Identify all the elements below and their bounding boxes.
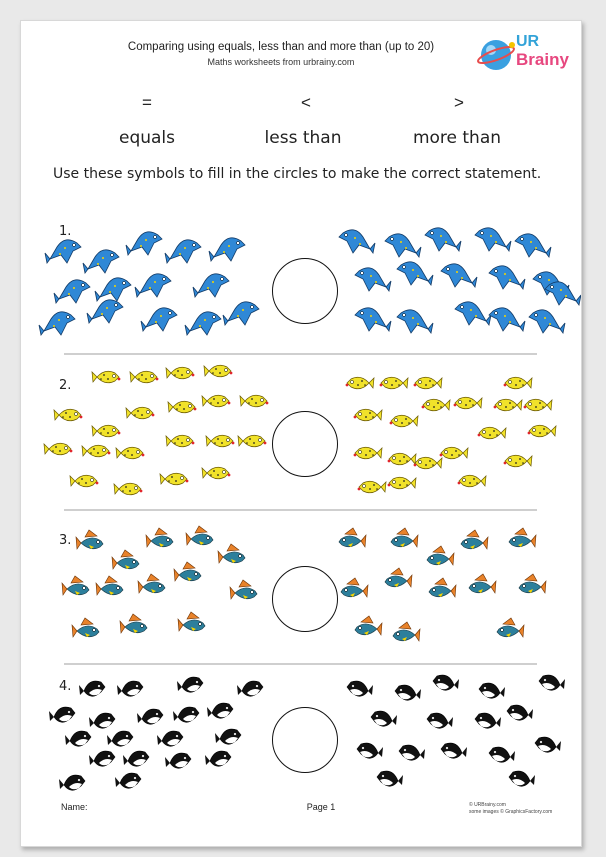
yellow-spotted-fish-icon	[388, 453, 416, 465]
fish-pictures	[21, 21, 581, 846]
yellow-spotted-fish-icon	[422, 399, 450, 411]
question-number-3: 3.	[59, 533, 72, 548]
question-number-2: 2.	[59, 378, 72, 393]
worksheet-subtitle: Maths worksheets from urbrainy.com	[207, 57, 355, 67]
question-number-4: 4.	[59, 679, 72, 694]
copyright-notice	[469, 802, 552, 816]
yellow-spotted-fish-icon	[240, 395, 268, 407]
logo-text-ur: UR	[516, 33, 540, 50]
yellow-spotted-fish-icon	[130, 371, 158, 383]
black-white-fish-icon	[433, 675, 459, 690]
more-than-label: more than	[412, 128, 502, 148]
image-credit-text: some images © GraphicsFactory.com	[469, 809, 553, 815]
blue-fish-icon	[135, 274, 171, 297]
yellow-spotted-fish-icon	[494, 399, 522, 411]
yellow-spotted-fish-icon	[388, 477, 416, 489]
black-white-fish-icon	[347, 681, 373, 696]
blue-fish-icon	[141, 308, 177, 331]
blue-fish-icon	[126, 232, 162, 255]
yellow-spotted-fish-icon	[440, 447, 468, 459]
orange-fin-fish-icon	[393, 622, 420, 641]
less-than-label: less than	[264, 128, 342, 148]
equals-label: equals	[118, 128, 176, 148]
yellow-spotted-fish-icon	[524, 399, 552, 411]
yellow-spotted-fish-icon	[44, 443, 72, 455]
black-white-fish-icon	[157, 731, 183, 746]
blue-fish-icon	[425, 228, 461, 251]
black-white-fish-icon	[137, 709, 163, 724]
black-white-fish-icon	[177, 677, 203, 692]
blue-fish-icon	[87, 300, 123, 323]
black-white-fish-icon	[117, 681, 143, 696]
blue-fish-icon	[45, 240, 81, 263]
blue-fish-icon	[339, 230, 375, 253]
black-white-fish-icon	[173, 707, 199, 722]
yellow-spotted-fish-icon	[70, 475, 98, 487]
black-white-fish-icon	[107, 731, 133, 746]
yellow-spotted-fish-icon	[504, 455, 532, 467]
black-white-fish-icon	[89, 713, 115, 728]
orange-fin-fish-icon	[509, 528, 536, 547]
blue-fish-icon	[355, 308, 391, 331]
orange-fin-fish-icon	[72, 618, 99, 637]
orange-fin-fish-icon	[519, 574, 546, 593]
yellow-spotted-fish-icon	[168, 401, 196, 413]
blue-fish-icon	[455, 302, 491, 325]
blue-fish-icon	[83, 250, 119, 273]
black-white-fish-icon	[237, 681, 263, 696]
orange-fin-fish-icon	[178, 612, 205, 631]
yellow-spotted-fish-icon	[202, 467, 230, 479]
yellow-spotted-fish-icon	[390, 415, 418, 427]
black-white-fish-icon	[475, 713, 501, 728]
black-white-fish-icon	[539, 675, 565, 690]
yellow-spotted-fish-icon	[82, 445, 110, 457]
black-white-fish-icon	[59, 775, 85, 790]
blue-fish-icon	[39, 312, 75, 335]
page-number: Page 1	[306, 802, 336, 812]
black-white-fish-icon	[65, 731, 91, 746]
blue-fish-icon	[397, 310, 433, 333]
yellow-spotted-fish-icon	[528, 425, 556, 437]
blue-fish-icon	[385, 234, 421, 257]
yellow-spotted-fish-icon	[454, 397, 482, 409]
copyright-text: © URBrainy.com	[469, 802, 506, 808]
yellow-spotted-fish-icon	[354, 447, 382, 459]
yellow-spotted-fish-icon	[92, 371, 120, 383]
orange-fin-fish-icon	[429, 578, 456, 597]
blue-fish-icon	[209, 238, 245, 261]
black-white-fish-icon	[49, 707, 75, 722]
blue-fish-icon	[529, 310, 565, 333]
yellow-spotted-fish-icon	[346, 377, 374, 389]
logo-text-brainy: Brainy	[516, 50, 569, 69]
black-white-fish-icon	[535, 737, 561, 752]
black-white-fish-icon	[215, 729, 241, 744]
name-label: Name:	[61, 802, 88, 812]
yellow-spotted-fish-icon	[380, 377, 408, 389]
yellow-spotted-fish-icon	[92, 425, 120, 437]
worksheet-title: Comparing using equals, less than and more than (up to 20)	[127, 41, 435, 53]
orange-fin-fish-icon	[62, 576, 89, 595]
blue-fish-icon	[397, 262, 433, 285]
black-white-fish-icon	[205, 751, 231, 766]
yellow-spotted-fish-icon	[478, 427, 506, 439]
yellow-spotted-fish-icon	[166, 435, 194, 447]
orange-fin-fish-icon	[341, 578, 368, 597]
yellow-spotted-fish-icon	[54, 409, 82, 421]
yellow-spotted-fish-icon	[126, 407, 154, 419]
blue-fish-icon	[193, 274, 229, 297]
orange-fin-fish-icon	[76, 530, 103, 549]
yellow-spotted-fish-icon	[116, 447, 144, 459]
yellow-spotted-fish-icon	[414, 377, 442, 389]
worksheet-page	[20, 20, 582, 847]
orange-fin-fish-icon	[174, 562, 201, 581]
blue-fish-icon	[441, 264, 477, 287]
yellow-spotted-fish-icon	[238, 435, 266, 447]
black-white-fish-icon	[509, 771, 535, 786]
less-than-symbol: <	[301, 93, 311, 112]
orange-fin-fish-icon	[96, 576, 123, 595]
black-white-fish-icon	[123, 751, 149, 766]
yellow-spotted-fish-icon	[458, 475, 486, 487]
yellow-spotted-fish-icon	[204, 365, 232, 377]
blue-fish-icon	[165, 240, 201, 263]
black-white-fish-icon	[79, 681, 105, 696]
black-white-fish-icon	[489, 747, 515, 762]
orange-fin-fish-icon	[385, 568, 412, 587]
instruction-text: Use these symbols to fill in the circles to make the correct statement.	[53, 166, 542, 182]
orange-fin-fish-icon	[427, 546, 454, 565]
blue-fish-icon	[223, 302, 259, 325]
black-white-fish-icon	[371, 711, 397, 726]
yellow-spotted-fish-icon	[160, 473, 188, 485]
orange-fin-fish-icon	[218, 544, 245, 563]
black-white-fish-icon	[89, 751, 115, 766]
more-than-symbol: >	[454, 93, 464, 112]
blue-fish-icon	[475, 228, 511, 251]
orange-fin-fish-icon	[497, 618, 524, 637]
blue-fish-icon	[545, 282, 581, 305]
black-white-fish-icon	[441, 743, 467, 758]
orange-fin-fish-icon	[230, 580, 257, 599]
orange-fin-fish-icon	[339, 528, 366, 547]
yellow-spotted-fish-icon	[358, 481, 386, 493]
black-white-fish-icon	[395, 685, 421, 700]
black-white-fish-icon	[357, 743, 383, 758]
black-white-fish-icon	[165, 753, 191, 768]
yellow-spotted-fish-icon	[504, 377, 532, 389]
orange-fin-fish-icon	[120, 614, 147, 633]
black-white-fish-icon	[377, 771, 403, 786]
orange-fin-fish-icon	[461, 530, 488, 549]
blue-fish-icon	[355, 268, 391, 291]
black-white-fish-icon	[399, 745, 425, 760]
orange-fin-fish-icon	[112, 550, 139, 569]
black-white-fish-icon	[207, 703, 233, 718]
blue-fish-icon	[489, 266, 525, 289]
question-number-1: 1.	[59, 224, 72, 239]
orange-fin-fish-icon	[469, 574, 496, 593]
orange-fin-fish-icon	[186, 526, 213, 545]
blue-fish-icon	[515, 234, 551, 257]
black-white-fish-icon	[427, 713, 453, 728]
blue-fish-icon	[185, 312, 221, 335]
yellow-spotted-fish-icon	[206, 435, 234, 447]
blue-fish-icon	[95, 278, 131, 301]
yellow-spotted-fish-icon	[202, 395, 230, 407]
equals-symbol: =	[142, 93, 152, 112]
orange-fin-fish-icon	[355, 616, 382, 635]
orange-fin-fish-icon	[146, 528, 173, 547]
yellow-spotted-fish-icon	[354, 409, 382, 421]
black-white-fish-icon	[507, 705, 533, 720]
orange-fin-fish-icon	[391, 528, 418, 547]
blue-fish-icon	[489, 308, 525, 331]
yellow-spotted-fish-icon	[114, 483, 142, 495]
black-white-fish-icon	[479, 683, 505, 698]
black-white-fish-icon	[115, 773, 141, 788]
blue-fish-icon	[54, 280, 90, 303]
yellow-spotted-fish-icon	[414, 457, 442, 469]
yellow-spotted-fish-icon	[166, 367, 194, 379]
orange-fin-fish-icon	[138, 574, 165, 593]
